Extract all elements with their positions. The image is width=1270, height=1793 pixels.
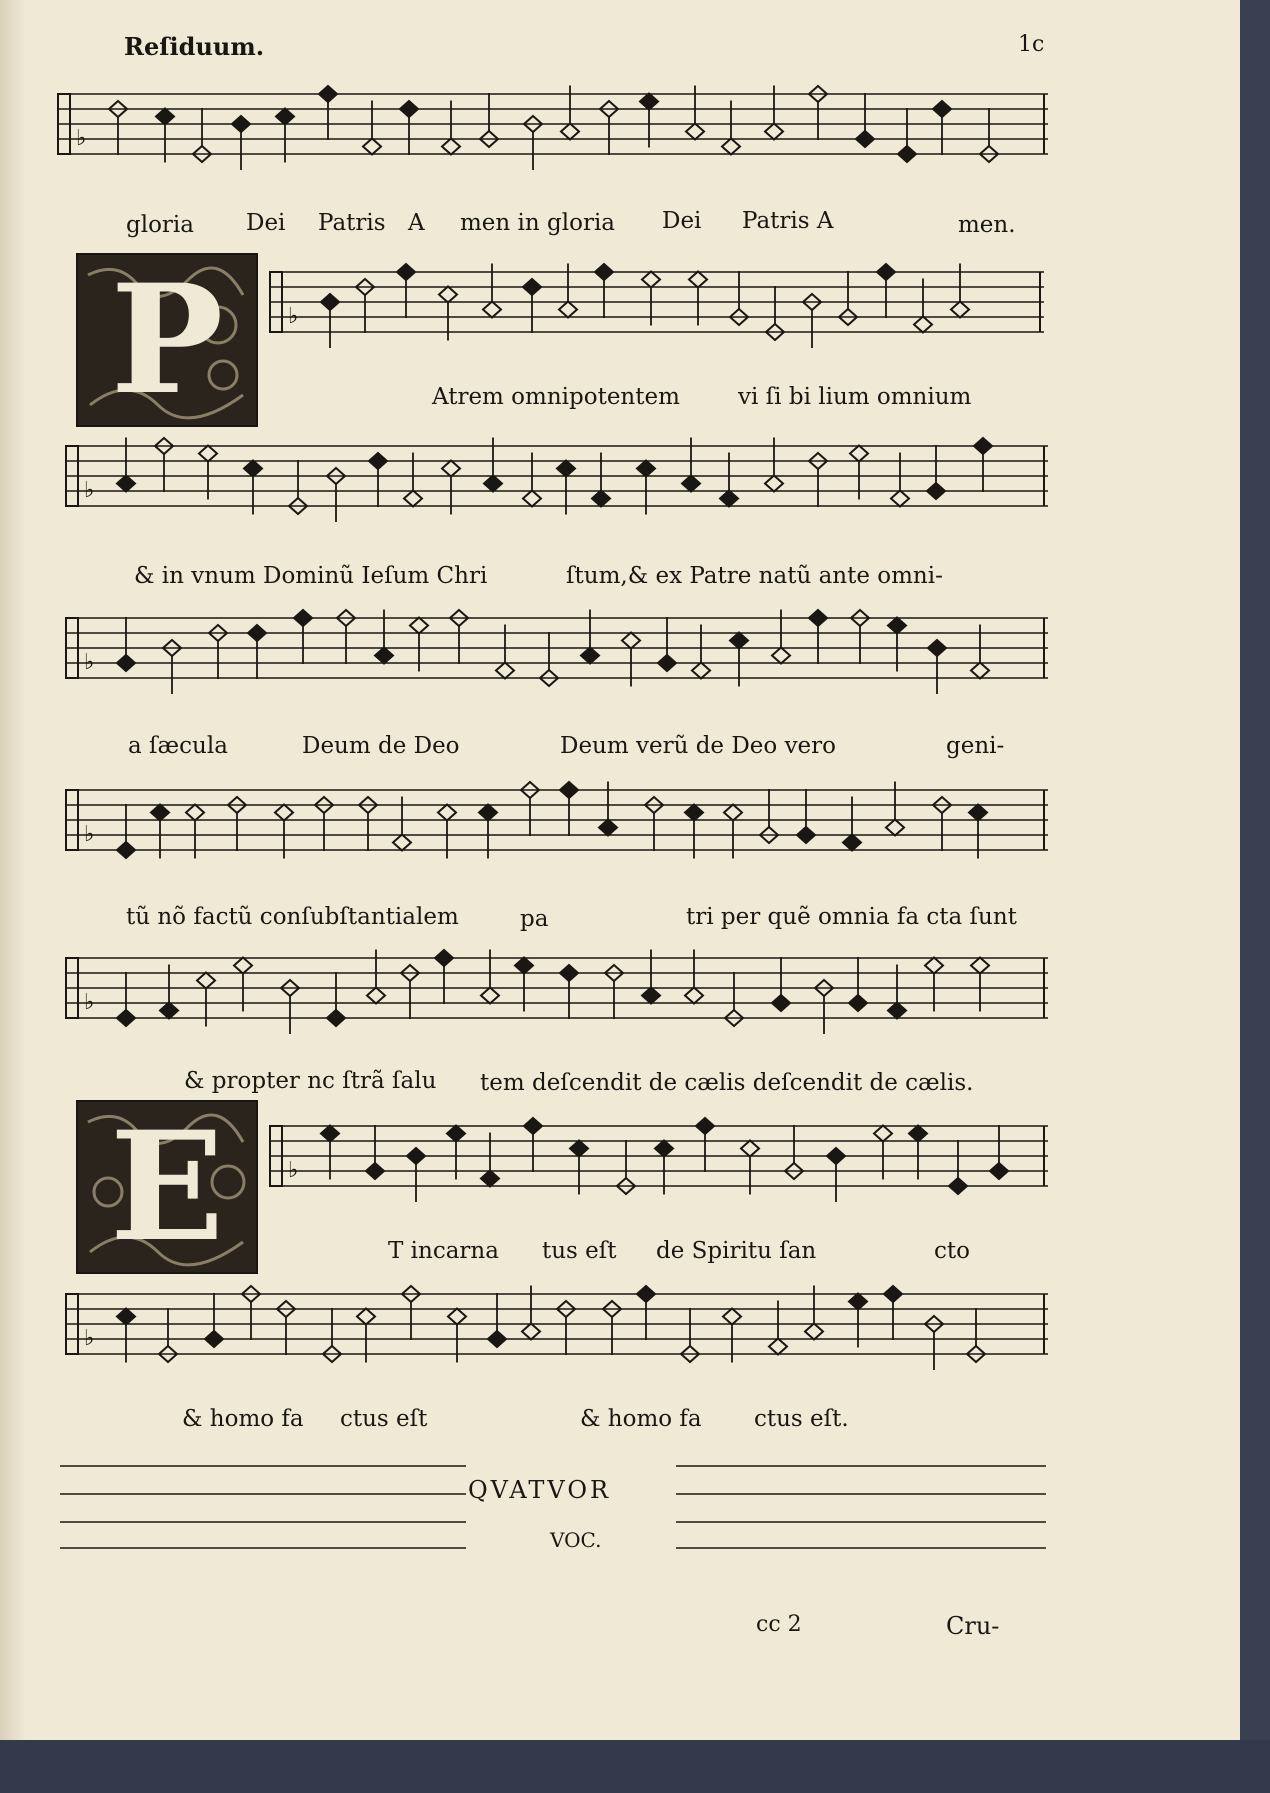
music-staff bbox=[270, 1118, 1048, 1202]
svg-text:♭: ♭ bbox=[84, 650, 95, 675]
music-staff bbox=[66, 610, 1048, 695]
music-staff bbox=[58, 86, 1048, 171]
decorated-initial-p bbox=[76, 253, 258, 427]
lyric: Deum verũ de Deo vero bbox=[560, 733, 837, 759]
lyric: tri per quẽ omnia fa cta ſunt bbox=[686, 904, 1017, 930]
lyric: tem deſcendit de cælis deſcendit de cælis. bbox=[480, 1070, 974, 1096]
lyric: ctus eſt bbox=[340, 1406, 428, 1432]
lyric: T incarna bbox=[388, 1238, 499, 1264]
decorated-initial-e bbox=[76, 1100, 258, 1274]
lyric: Patris bbox=[318, 210, 386, 236]
music-staff bbox=[66, 438, 1048, 523]
lyric: A bbox=[408, 210, 425, 236]
lyric: Atrem omnipotentem bbox=[432, 384, 680, 410]
svg-text:♭: ♭ bbox=[84, 1326, 95, 1351]
svg-text:♭: ♭ bbox=[84, 822, 95, 847]
lyric: ctus eſt. bbox=[754, 1406, 849, 1432]
lyric: men in gloria bbox=[460, 210, 616, 236]
signature-mark: cc 2 bbox=[756, 1612, 802, 1637]
voice-heading-title: QVATVOR bbox=[468, 1476, 612, 1504]
initial-letter: P bbox=[110, 252, 224, 428]
catchword: Cru- bbox=[946, 1612, 1000, 1640]
lyric: geni- bbox=[946, 733, 1005, 759]
lyric: a ſæcula bbox=[128, 733, 228, 759]
lyric: & homo fa bbox=[580, 1406, 702, 1432]
music-staff bbox=[66, 782, 1048, 859]
lyric: de Spiritu ſan bbox=[656, 1238, 817, 1264]
running-head: Reſiduum. bbox=[124, 32, 265, 61]
svg-text:♭: ♭ bbox=[76, 126, 87, 151]
lyric: Deum de Deo bbox=[302, 733, 460, 759]
lyric: Patris A bbox=[742, 208, 834, 234]
voice-heading-subtitle: VOC. bbox=[550, 1528, 602, 1552]
svg-text:♭: ♭ bbox=[288, 304, 299, 329]
svg-text:♭: ♭ bbox=[288, 1158, 299, 1183]
lyric: men. bbox=[958, 212, 1016, 238]
lyric: pa bbox=[520, 906, 549, 932]
lyric: & in vnum Dominũ Ieſum Chri bbox=[134, 563, 488, 589]
lyric: & homo fa bbox=[182, 1406, 304, 1432]
lyric: Dei bbox=[662, 208, 702, 234]
svg-text:♭: ♭ bbox=[84, 990, 95, 1015]
music-staff bbox=[66, 950, 1048, 1035]
music-staff bbox=[66, 1286, 1048, 1371]
initial-letter: E bbox=[109, 1099, 225, 1275]
svg-text:♭: ♭ bbox=[84, 478, 95, 503]
music-staff bbox=[270, 264, 1044, 349]
lyric: Dei bbox=[246, 210, 286, 236]
lyric: cto bbox=[934, 1238, 970, 1264]
lyric: ſtum,& ex Patre natũ ante omni- bbox=[566, 563, 943, 589]
lyric: tũ nõ factũ conſubſtantialem bbox=[126, 904, 459, 930]
lyric: tus eſt bbox=[542, 1238, 617, 1264]
lyric: vi ſi bi lium omnium bbox=[738, 384, 972, 410]
lyric: & propter nc ſtrã ſalu bbox=[184, 1068, 437, 1094]
lyric: gloria bbox=[126, 212, 194, 238]
page-number: 1c bbox=[1018, 32, 1045, 57]
backdrop-edge bbox=[0, 1740, 1270, 1793]
